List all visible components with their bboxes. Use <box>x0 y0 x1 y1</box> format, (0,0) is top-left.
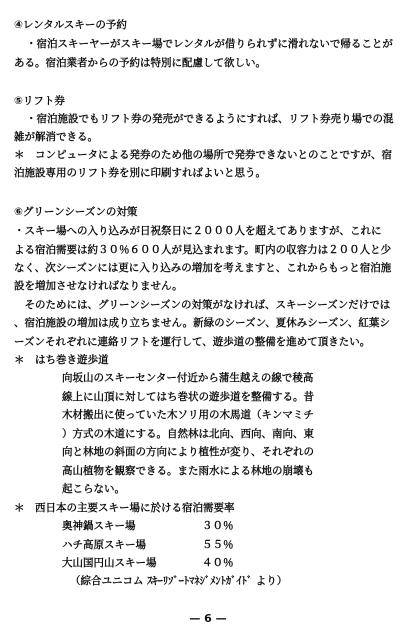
section-6-line: なく、次シーズンには更に入り込みの増加を考えますと、これからもっと宿泊施 <box>14 262 392 274</box>
demand-source: （綜合ユニコム ｽｷｰﾘｿﾞｰﾄﾏﾈｼﾞﾒﾝﾄｶﾞｲﾄﾞ より） <box>70 575 288 587</box>
trail-line: 線上に山頂に対してはち巻状の遊歩道を整備する。昔 <box>62 391 314 403</box>
section-6-line: 設を増加させなければなりません。 <box>14 280 183 292</box>
demand-row-name: 大山国円山スキー場 <box>62 557 157 569</box>
section-5-note: 泊施設専用のリフト券を別に印刷すればよいと思う。 <box>14 167 266 179</box>
page-number: — 6 — <box>189 612 227 625</box>
section-5-heading: ⑤リフト券 <box>14 95 65 107</box>
section-5-line: 雑が解消できる。 <box>14 131 98 143</box>
demand-row-name: ハチ高原スキー場 <box>62 539 146 551</box>
trail-line: 向と林地の斜面の方向により植性が変り、それぞれの <box>62 446 314 458</box>
trail-line: 起こらない。 <box>62 483 125 495</box>
demand-heading: ＊ 西日本の主要スキー場に於ける宿泊需要率 <box>14 502 235 514</box>
section-6-line: 、宿泊施設の増加は成り立ちません。新緑のシーズン、夏休みシーズン、紅葉シ <box>14 317 390 329</box>
demand-row-value: ５５％ <box>202 539 234 551</box>
trail-line: 高山植物を観察できる。また雨水による林地の崩壊も <box>62 465 314 477</box>
demand-row-name: 奥神鍋スキー場 <box>62 520 136 532</box>
demand-row-value: ３０％ <box>202 520 234 532</box>
demand-row-value: ４０％ <box>202 557 234 569</box>
section-5-note: ＊ コンピュータによる発券のため他の場所で発券できないとのことですが、宿 <box>14 149 392 161</box>
section-4-line: ・宿泊スキーヤーがスキー場でレンタルが借りられずに滑れないで帰ることが <box>26 38 393 50</box>
trail-line: 木材搬出に使っていた木ソリ用の木馬道（キンマミチ <box>62 409 314 421</box>
section-4-heading: ④レンタルスキーの予約 <box>14 19 127 31</box>
section-4-line: ある。宿泊業者からの予約は特別に配慮して欲しい。 <box>14 57 266 69</box>
trail-line: 向坂山のスキーセンター付近から蒲生越えの線で稜高 <box>62 372 314 384</box>
trail-heading: ＊ はち巻き遊歩道 <box>14 354 109 366</box>
section-6-line: ーズンそれぞれに連絡リフトを運行して、遊歩道の整備を進めて頂きたい。 <box>14 336 371 348</box>
section-5-line: ・宿泊施設でもリフト券の発売ができるようにすれば、リフト券売り場での混 <box>26 113 394 125</box>
section-6-line: そのためには、グリーンシーズンの対策がなければ、スキーシーズンだけでは <box>14 299 391 311</box>
section-6-line: よる宿泊需要は約３０％６００人が見込まれます。町内の収容力は２００人と少 <box>14 244 392 256</box>
section-6-heading: ⑥グリーンシーズンの対策 <box>14 206 138 218</box>
section-6-line: ・スキー場への入り込みが日祝祭日に２０００人を超えてありますが、これに <box>14 225 382 237</box>
trail-line: ）方式の木道にする。自然林は北向、西向、南向、東 <box>62 428 314 440</box>
